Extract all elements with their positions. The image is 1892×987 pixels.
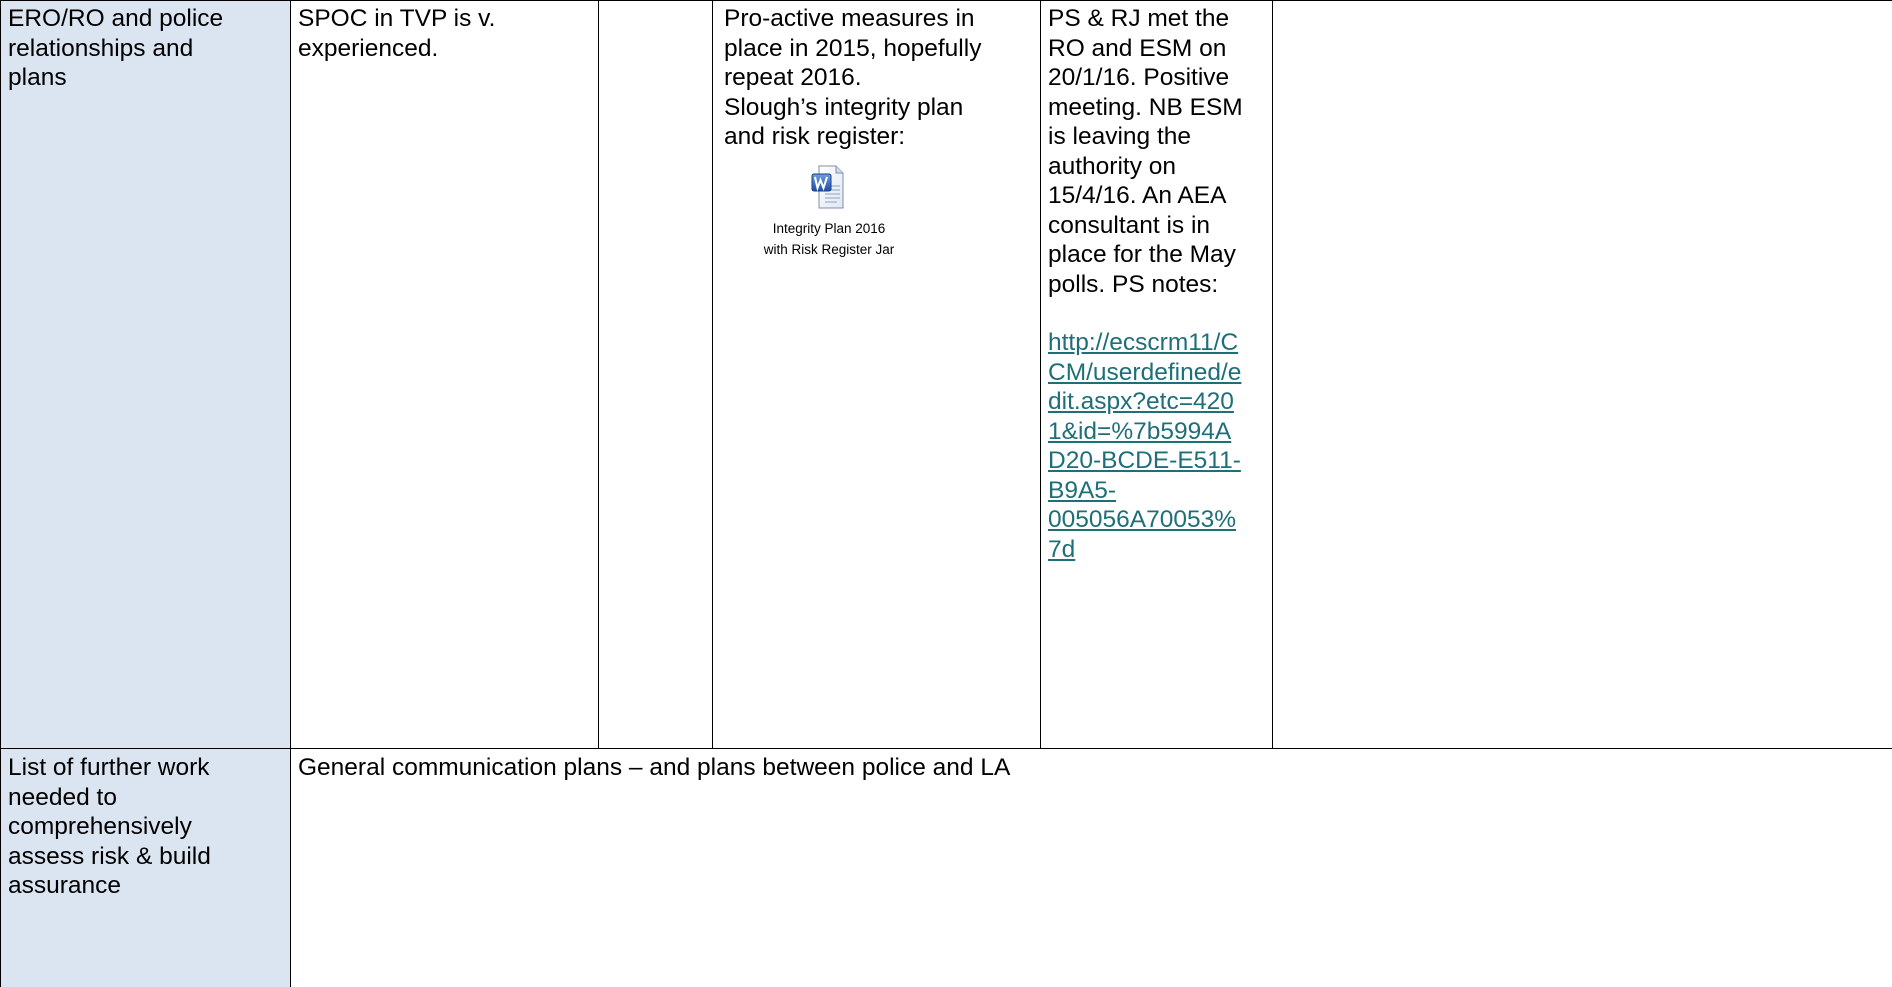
col-divider-1: [290, 0, 291, 987]
table-border-left: [0, 0, 1, 987]
col-divider-3: [712, 0, 713, 748]
row1-col2-text: SPOC in TVP is v. experienced.: [298, 5, 496, 62]
row1-label-cell: [0, 0, 290, 748]
col-divider-2: [598, 0, 599, 748]
ps-notes-link[interactable]: http://ecscrm11/C CM/userdefined/e dit.aspx?etc=420 1&id=%7b5994A D20-BCDE-E511- B9A5- 005056A70053% 7d: [1048, 329, 1242, 563]
col-divider-5: [1272, 0, 1273, 748]
row1-label: ERO/RO and police relationships and plans: [8, 5, 224, 91]
row2-label: List of further work needed to comprehensively assess risk & build assurance: [8, 754, 211, 899]
col-divider-4: [1040, 0, 1041, 748]
row2-content: General communication plans – and plans between police and LA: [298, 754, 1011, 781]
attachment-caption[interactable]: Integrity Plan 2016 with Risk Register Jar: [763, 221, 895, 257]
row-divider: [0, 748, 1892, 749]
row1-col4-text: Pro-active measures in place in 2015, hopefully repeat 2016. Slough’s integrity plan and risk register:: [724, 5, 982, 150]
table-border-top: [0, 0, 1892, 1]
row1-col5-text: PS & RJ met the RO and ESM on 20/1/16. Positive meeting. NB ESM is leaving the authority on 15/4/16. An AEA consultant is in place for the May polls. PS notes:: [1048, 5, 1243, 298]
word-document-icon[interactable]: [811, 164, 845, 210]
